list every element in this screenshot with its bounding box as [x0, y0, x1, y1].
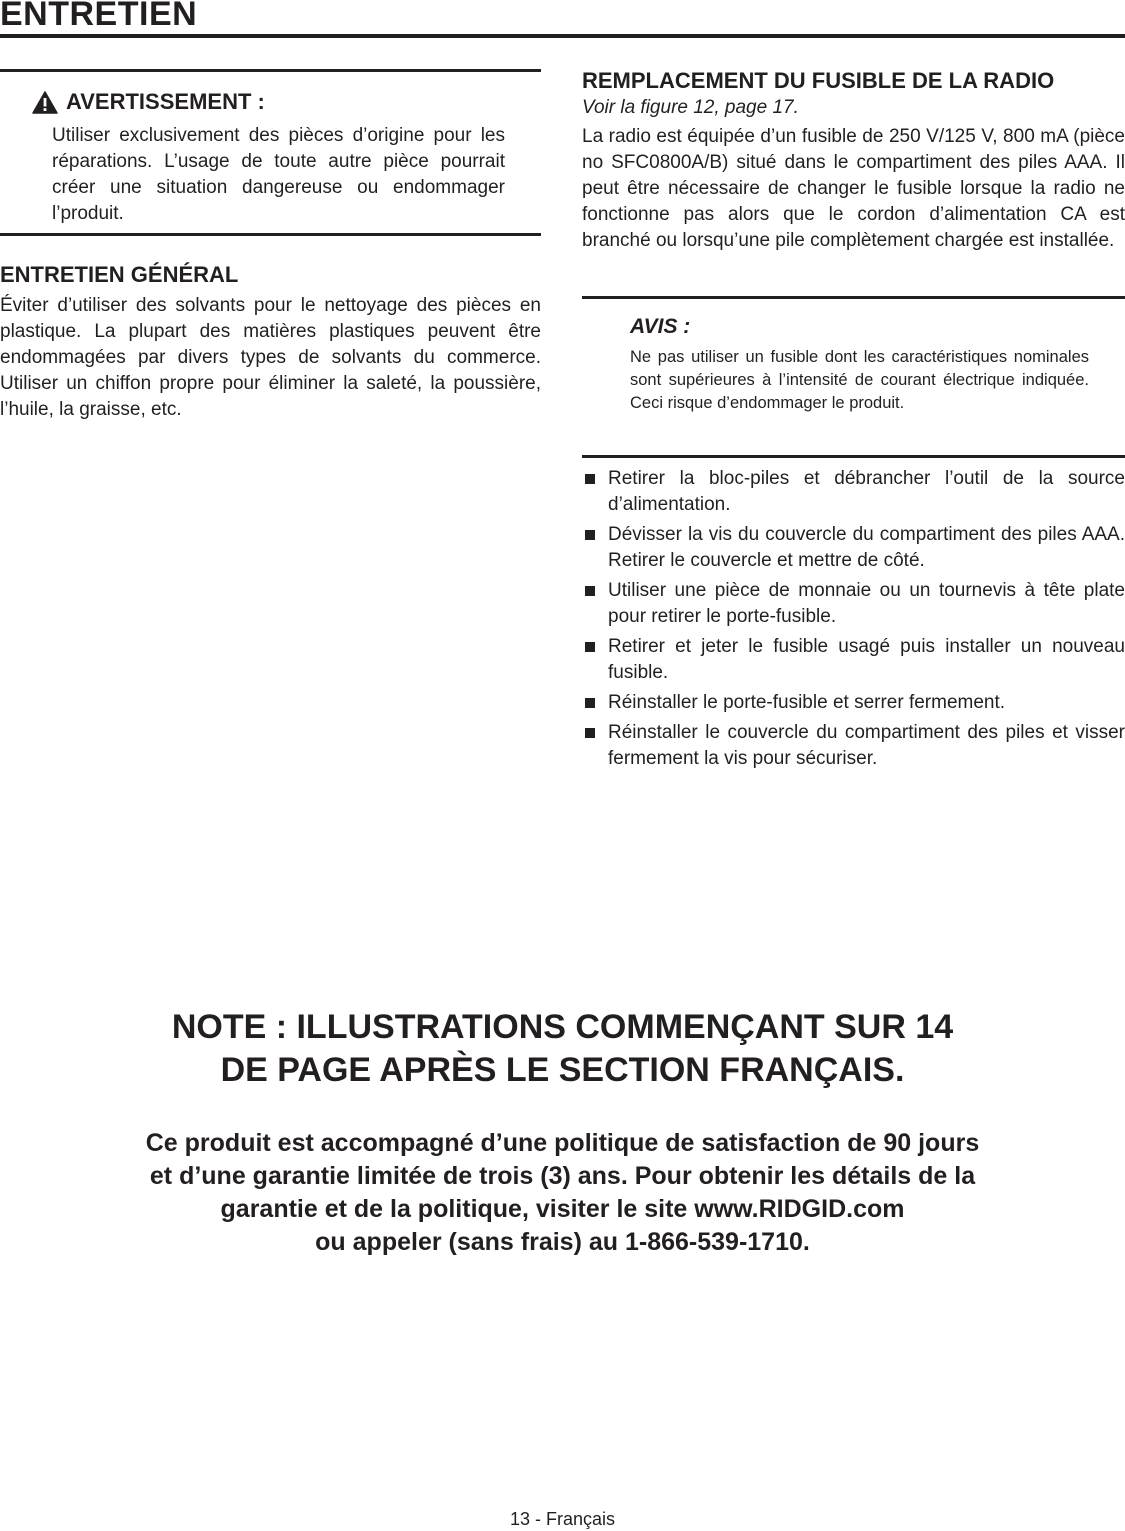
warranty-line-4: ou appeler (sans frais) au 1-866-539-1710.	[315, 1228, 810, 1256]
warranty-line-3: garantie et de la politique, visiter le site www.RIDGID.com	[220, 1195, 905, 1223]
warning-body: Utiliser exclusivement des pièces d’origine pour les réparations. L’usage de toute autre pièce pourrait créer une situation dangereuse ou endommager l’produit.	[52, 125, 505, 224]
warranty-line-2: et d’une garantie limitée de trois (3) ans. Pour obtenir les détails de la	[149, 1162, 976, 1190]
bullet-square-icon	[585, 530, 595, 540]
bullet-square-icon	[585, 642, 595, 652]
title-divider	[0, 34, 1125, 38]
bullet-square-icon	[585, 474, 595, 484]
bullet-square-icon	[585, 728, 595, 738]
fuse-steps-list	[582, 466, 1125, 776]
figure-reference: Voir la figure 12, page 17.	[582, 97, 799, 118]
warning-bottom-rule	[0, 233, 541, 236]
note-line-1: NOTE : ILLUSTRATIONS COMMENÇANT SUR 14	[171, 1008, 954, 1046]
warning-triangle-icon	[32, 91, 58, 114]
warranty-line-1: Ce produit est accompagné d’une politique de satisfaction de 90 jours	[145, 1129, 980, 1157]
list-item: Retirer et jeter le fusible usagé puis installer un nouveau fusible.	[582, 634, 1125, 686]
bullet-square-icon	[585, 698, 595, 708]
list-item: Retirer la bloc-piles et débrancher l’outil de la source d’alimentation.	[582, 466, 1125, 518]
general-maintenance-body: Éviter d’utiliser des solvants pour le nettoyage des pièces en plastique. La plupart des matières plastiques peuvent être endommagées par divers types de solvants du commerce. Utiliser un chiffon propre pour éliminer la saleté, la poussière, l’huile, la graisse, etc.	[0, 295, 541, 420]
list-item: Réinstaller le couvercle du compartiment des piles et visser fermement la vis pour sécuriser.	[582, 720, 1125, 772]
warning-heading	[32, 86, 265, 118]
bullet-square-icon	[585, 586, 595, 596]
note-line-2: DE PAGE APRÈS LE SECTION FRANÇAIS.	[220, 1051, 905, 1089]
fuse-replacement-heading: REMPLACEMENT DU FUSIBLE DE LA RADIO	[582, 68, 1055, 93]
general-maintenance-heading: ENTRETIEN GÉNÉRAL	[0, 262, 239, 287]
notice-bottom-rule	[582, 455, 1125, 458]
notice-top-rule	[582, 296, 1125, 299]
list-item: Dévisser la vis du couvercle du compartiment des piles AAA. Retirer le couvercle et mettre de côté.	[582, 522, 1125, 574]
list-item: Réinstaller le porte-fusible et serrer fermement.	[582, 690, 1125, 716]
page-footer: 13 - Français	[509, 1509, 616, 1529]
warranty-statement	[0, 1127, 1125, 1259]
warning-title: AVERTISSEMENT :	[66, 89, 265, 114]
fuse-replacement-body: La radio est équipée d’un fusible de 250 V/125 V, 800 mA (pièce no SFC0800A/B) situé dans le compartiment des piles AAA. Il peut être nécessaire de changer le fusible lorsque la radio ne fonctionne pas alors que le cordon d’alimentation CA est branché ou lorsqu’une pile complètement chargée est installée.	[582, 126, 1125, 251]
notice-heading: AVIS :	[630, 315, 691, 338]
page-title: ENTRETIEN	[0, 0, 198, 33]
list-item: Utiliser une pièce de monnaie ou un tournevis à tête plate pour retirer le porte-fusible.	[582, 578, 1125, 630]
illustrations-note	[0, 1006, 1125, 1092]
notice-body: Ne pas utiliser un fusible dont les caractéristiques nominales sont supérieures à l’intensité de courant électrique indiquée. Ceci risque d’endommager le produit.	[630, 348, 1089, 412]
warning-top-rule	[0, 69, 541, 72]
